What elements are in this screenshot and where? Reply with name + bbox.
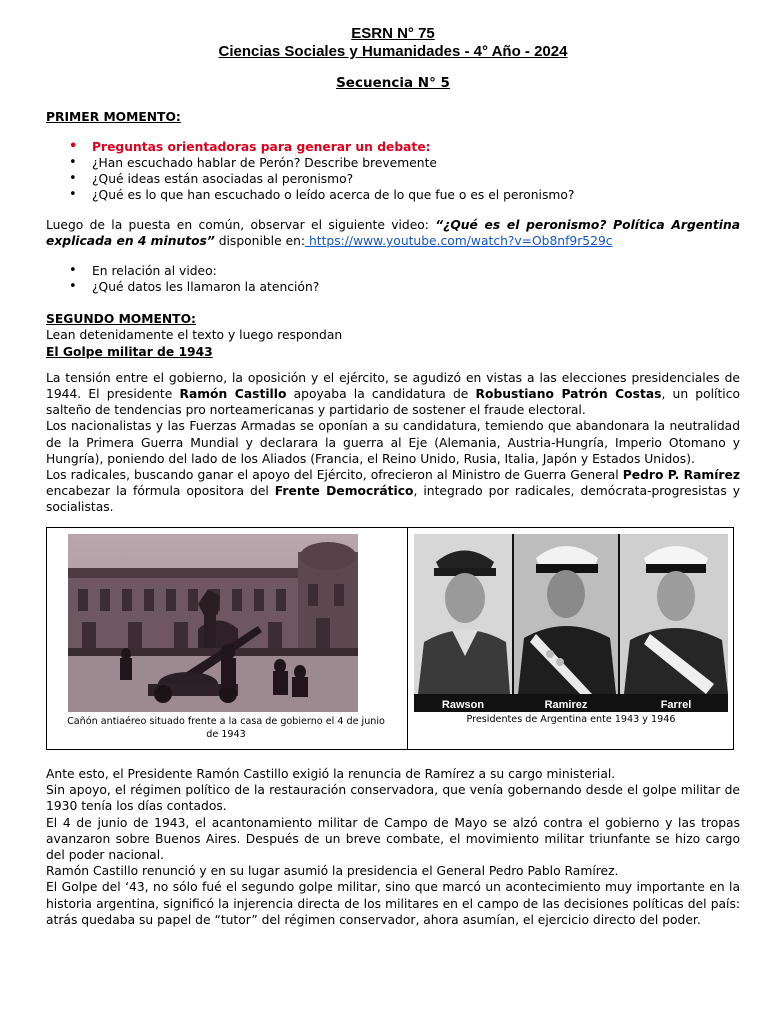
presidents-portraits-photo [414, 534, 728, 712]
list-item: • ¿Qué ideas están asociadas al peronismo? [92, 171, 740, 187]
list-item: • ¿Han escuchado hablar de Perón? Describe brevemente [92, 155, 740, 171]
text-run: , integrado por radicales, demócrata-progresistas y socialistas. [46, 484, 740, 515]
portrait-name-ramirez: Ramirez [544, 699, 588, 711]
video-available-text: disponible en: [214, 234, 306, 249]
paragraph-renuncia: Ante esto, el Presidente Ramón Castillo exigió la renuncia de Ramírez a su cargo ministerial. [46, 767, 616, 781]
closing-text [46, 766, 740, 928]
text-run: Los radicales, buscando ganar el apoyo del Ejército, ofrecieron al Ministro de Guerra General [46, 468, 623, 483]
video-link[interactable]: https://www.youtube.com/watch?v=Ob8nf9r529c [305, 234, 613, 249]
course-title: Ciencias Sociales y Humanidades - 4° Año - 2024 [218, 43, 568, 60]
left-figure-caption: Cañón antiaéreo situado frente a la casa de gobierno el 4 de junio de 1943 [67, 716, 385, 740]
section-subtitle: El Golpe militar de 1943 [46, 344, 213, 359]
name-pedro-ramirez: Pedro P. Ramírez [622, 468, 740, 483]
text-run: encabezar la fórmula opositora del [46, 484, 275, 499]
paragraph-golpe-43: El Golpe del ‘43, no sólo fué el segundo golpe militar, sino que marcó un acontecimiento muy importante en la historia argentina, significó la injerencia directa de los militares en el campo de las decisiones políticas del país: atrás quedaba su papel de “tutor” del régimen conservador, ahora asumían, el ejercicio directo del poder. [46, 880, 740, 927]
video-paragraph [46, 217, 740, 249]
paragraph-sin-apoyo: Sin apoyo, el régimen político de la restauración conservadora, que venía gobernando desde el golpe militar de 1930 tenía los días contados. [46, 783, 740, 814]
list-item: • En relación al video: [92, 263, 740, 279]
sequence-title: Secuencia N° 5 [336, 75, 450, 91]
right-figure-caption: Presidentes de Argentina ente 1943 y 1946 [466, 714, 676, 725]
debate-questions-list [46, 139, 740, 203]
paragraph-4-de-junio: El 4 de junio de 1943, el acantonamiento militar de Campo de Mayo se alzó contra el gobierno y las tropas avanzaron sobre Buenos Aires. Después de un breve combate, el movimiento militar triunfante se hizo cargo del poder nacional. [46, 815, 740, 863]
school-title: ESRN N° 75 [351, 25, 435, 42]
list-item: • ¿Qué datos les llamaron la atención? [92, 279, 740, 295]
anti-aircraft-cannon-photo [68, 534, 358, 712]
paragraph-nacionalistas: Los nacionalistas y las Fuerzas Armadas se oponían a su candidatura, temiendo que abandonara la neutralidad de la Primera Guerra Mundial y declarara la guerra al Eje (Alemania, Austria-Hungría, Imperio Otomano y Hungría), poniendo del lado de los Aliados (Francia, el Reino Unido, Rusia, Italia, Japón y Estados Unidos). [46, 419, 740, 466]
video-questions-list [46, 263, 740, 295]
portrait-name-rawson: Rawson [441, 699, 485, 711]
segundo-momento-heading: SEGUNDO MOMENTO: [46, 312, 196, 327]
paragraph-castillo-renuncio: Ramón Castillo renunció y en su lugar asumió la presidencia el General Pedro Pablo Ramírez. [46, 864, 619, 879]
primer-momento-heading: PRIMER MOMENTO: [46, 110, 181, 124]
paragraph-tension [46, 370, 740, 419]
video-intro-text: Luego de la puesta en común, observar el siguiente video: [46, 218, 436, 232]
figure-divider [407, 528, 408, 749]
reading-instruction: Lean detenidamente el texto y luego respondan [46, 328, 343, 343]
name-ramon-castillo: Ramón Castillo [179, 387, 287, 402]
name-patron-costas: Robustiano Patrón Costas [475, 387, 662, 402]
text-run: apoyaba la candidatura de [286, 387, 476, 402]
figures-table [46, 527, 734, 750]
list-item: • Preguntas orientadoras para generar un debate: [92, 139, 740, 155]
document-page [46, 0, 740, 516]
paragraph-radicales [46, 467, 740, 516]
text-run: , un político salteño de tendencias pro norteamericanas y partidario de sostener el fraude electoral. [46, 387, 740, 418]
text-run: La tensión entre el gobierno, la oposición y el ejército, se agudizó en vistas a las elecciones presidenciales de 1944. El presidente [46, 370, 740, 402]
frente-democratico: Frente Democrático [274, 484, 414, 499]
video-title: “¿Qué es el peronismo? Política Argentina explicada en 4 minutos” [46, 218, 740, 249]
list-item: • ¿Qué es lo que han escuchado o leído acerca de lo que fue o es el peronismo? [92, 187, 740, 203]
portrait-name-farrel: Farrel [660, 699, 692, 711]
